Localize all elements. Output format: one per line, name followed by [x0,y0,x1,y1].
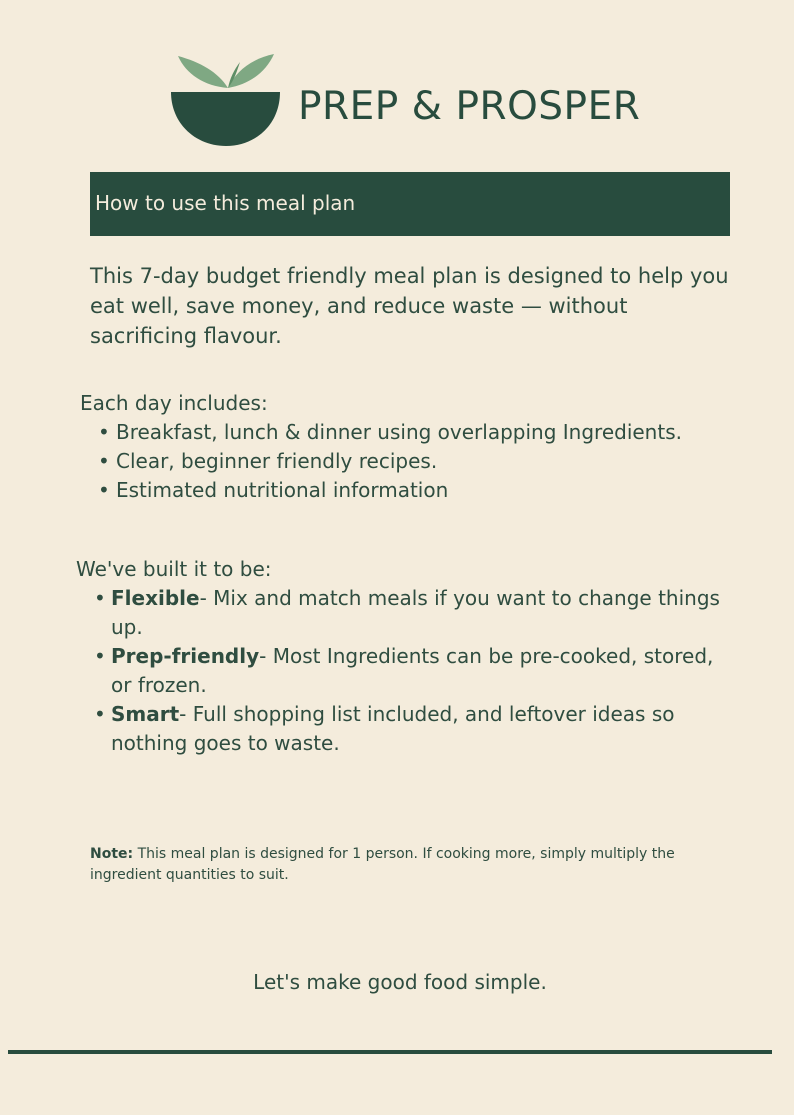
list-item [94,642,721,700]
built-list [94,584,721,758]
list-item: • Clear, beginner friendly recipes. [98,447,682,476]
includes-list [98,418,682,505]
footer-divider [8,1050,772,1054]
includes-heading: Each day includes: [80,391,268,415]
item-text: - Mix and match meals if you want to change things up. [111,586,720,639]
brand-name: PREP & PROSPER [298,84,641,129]
item-label: Prep-friendly [111,644,260,668]
bowl-with-leaves-icon [166,50,286,150]
note-text: This meal plan is designed for 1 person. If cooking more, simply multiply the ingredient quantities to suit. [90,846,675,883]
note-label: Note: [90,846,134,862]
item-label: Smart [111,702,180,726]
built-heading: We've built it to be: [76,557,272,581]
note [90,844,720,886]
banner-title: How to use this meal plan [95,191,356,215]
list-item [94,584,721,642]
intro-paragraph: This 7-day budget friendly meal plan is designed to help you eat well, save money, and reduce waste — without sacrificing flavour. [90,264,729,348]
list-item [94,700,721,758]
item-label: Flexible [111,586,200,610]
list-item: • Breakfast, lunch & dinner using overlapping Ingredients. [98,418,682,447]
item-text: - Full shopping list included, and leftover ideas so nothing goes to waste. [111,702,675,755]
tagline: Let's make good food simple. [253,970,547,994]
section-banner [90,172,730,236]
item-text: - Most Ingredients can be pre-cooked, stored, or frozen. [111,644,714,697]
list-item: • Estimated nutritional information [98,476,682,505]
